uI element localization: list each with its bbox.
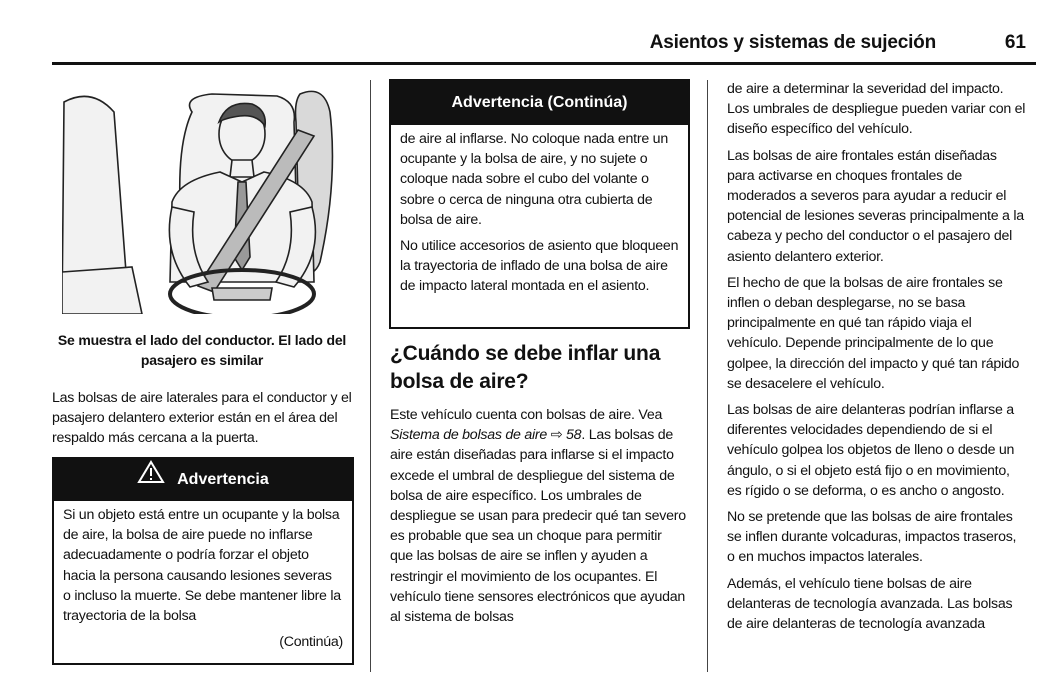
paragraph: Además, el vehículo tiene bolsas de aire delanteras de tecnología avanzada. Las bolsas de aire delanteras de tecnología avanzada xyxy=(727,575,1013,633)
cross-reference-link[interactable]: Sistema de bolsas de aire xyxy=(390,427,547,444)
paragraph: No se pretende que las bolsas de aire frontales se inflen durante volcaduras, impactos traseros, o en muchos impactos laterales. xyxy=(727,509,1017,566)
warning-text: Si un objeto está entre un ocupante y la bolsa de aire, la bolsa de aire puede no inflarse adecuadamente o podría forzar el objeto hacia la persona causando lesiones severas o incluso la muerte. Se debe mantener libre la trayectoria de la bolsa xyxy=(63,507,341,625)
continues-label: (Continúa) xyxy=(279,634,343,651)
paragraph: Las bolsas de aire frontales están diseñadas para activarse en choques frontales de moderados a severos para ayudar a reducir el potencial de lesiones severas principalmente a la cabeza y pecho del conductor o el pasajero del asiento delantero exterior. xyxy=(727,147,1024,265)
middle-column-text xyxy=(390,405,688,633)
driver-seat-side-airbag-illustration xyxy=(62,82,342,314)
page-reference-arrow-icon: ⇨ xyxy=(550,427,563,444)
warning-title: Advertencia xyxy=(177,471,269,489)
warning-continued-paragraph-1: de aire al inflarse. No coloque nada entre un ocupante y la bolsa de aire, y no sujete o coloque nada sobre el cubo del volante o sobre o cerca de ninguna otra cubierta de bolsa de aire. xyxy=(400,131,668,228)
driver-seat-figure xyxy=(62,82,342,314)
warning-box xyxy=(52,457,354,665)
cross-reference-page[interactable]: 58 xyxy=(566,427,582,444)
header-rule xyxy=(52,62,1036,65)
paragraph: Las bolsas de aire delanteras podrían inflarse a diferentes velocidades dependiendo de si el vehículo golpea los objetos de lleno o desde un ángulo, o si el objeto está fijo o en movimiento, es rígido o se deforma, o es ancho o angosto. xyxy=(727,402,1015,499)
section-heading: ¿Cuándo se debe inflar una bolsa de aire? xyxy=(390,342,661,393)
page-number: 61 xyxy=(1004,32,1026,53)
warning-continued-body xyxy=(391,125,688,307)
paragraph: Las bolsas de aire laterales para el conductor y el pasajero delantero exterior están en el área del respaldo más cercana a la puerta. xyxy=(52,390,352,447)
section-title: Asientos y sistemas de sujeción xyxy=(649,32,936,53)
paragraph: El hecho de que la bolsas de aire frontales se inflen o deban desplegarse, no se basa principalmente en qué tan rápido viaja el vehículo. Depende principalmente de lo que golpee, la dirección del impacto y qué tan rápido se desacelere el vehículo. xyxy=(727,274,1020,392)
right-column-text xyxy=(727,79,1027,640)
paragraph: de aire a determinar la severidad del impacto. Los umbrales de despliegue pueden variar con el diseño específico del vehículo. xyxy=(727,81,1026,138)
column-divider-right xyxy=(707,80,708,672)
warning-continued-header: Advertencia (Continúa) xyxy=(391,81,688,125)
intro-after-ref: . Las bolsas de aire están diseñadas para inflarse si el impacto excede el umbral de despliegue del sistema de bolsa de aire específico. Los umbrales de despliegue se usan para predecir qué tan severo es probable que sea un choque para permitir que las bolsas de aire se inflen y ayuden a restringir el movimiento de los ocupantes. El vehículo tiene sensores electrónicos que ayudan al sistema de bolsas xyxy=(390,427,686,626)
warning-header xyxy=(54,459,352,501)
warning-continued-box xyxy=(389,79,690,329)
warning-continued-paragraph-2: No utilice accesorios de asiento que bloqueen la trayectoria de inflado de una bolsa de aire de impacto lateral montada en el asiento. xyxy=(400,238,679,295)
figure-caption: Se muestra el lado del conductor. El lado del pasajero es similar xyxy=(57,332,347,368)
column-divider-left xyxy=(370,80,371,672)
warning-triangle-icon xyxy=(137,459,165,501)
intro-paragraph xyxy=(390,405,688,627)
left-column-text xyxy=(52,388,352,455)
warning-body xyxy=(54,501,352,656)
intro-before-ref: Este vehículo cuenta con bolsas de aire. Vea xyxy=(390,407,663,423)
